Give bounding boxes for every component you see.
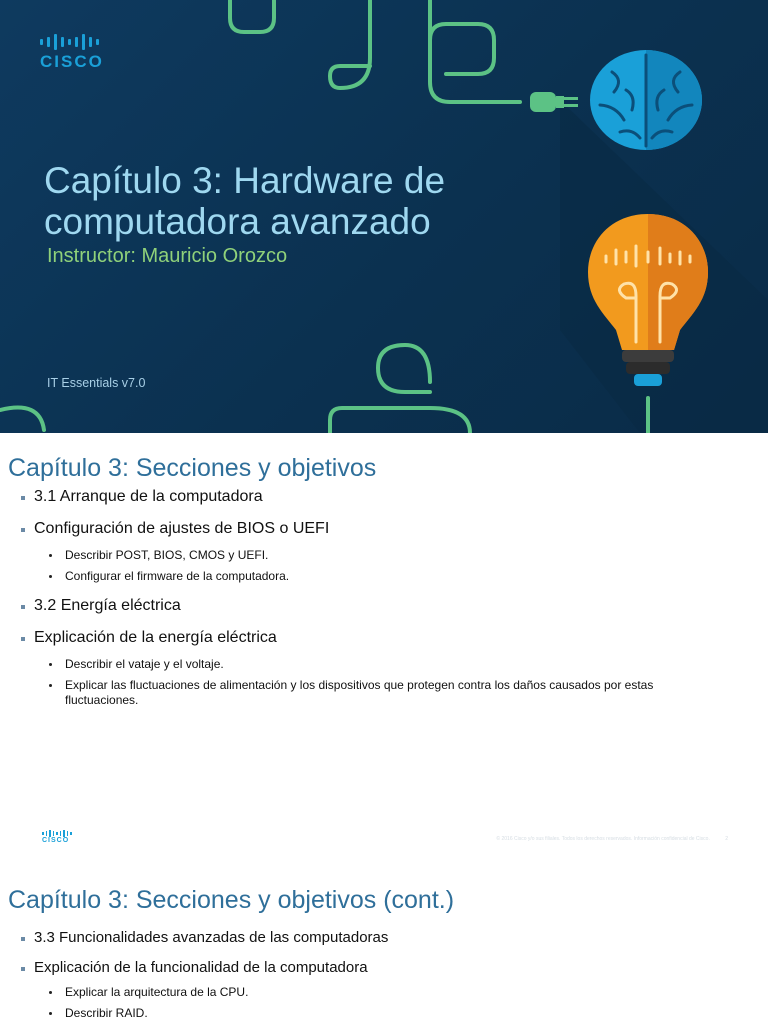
cisco-logo-small [42,830,72,844]
bullet-item: Configuración de ajustes de BIOS o UEFI [20,520,728,538]
cisco-bars-icon [40,34,104,50]
slide-title: Capítulo 3: Secciones y objetivos [8,454,377,482]
course-name: IT Essentials v7.0 [47,376,146,390]
objectives-slide-cont [0,863,768,1024]
page-number: 2 [725,836,728,842]
objectives-slide [0,433,768,863]
bullet-item: Explicación de la funcionalidad de la computadora [20,959,728,976]
sub-bullet-item: Explicar las fluctuaciones de alimentación y los dispositivos que protegen contra los daños causados por estas fluctuaciones. [20,678,728,708]
bullet-item: 3.1 Arranque de la computadora [20,488,728,506]
brain-icon [590,50,702,150]
title-slide [0,0,768,433]
copyright-text: © 2016 Cisco y/o sus filiales. Todos los derechos reservados. Información confidencial de Cisco. [496,836,710,842]
cisco-bars-icon [42,830,72,837]
sub-bullet-item: Describir el vataje y el voltaje. [20,657,728,672]
cisco-logo [40,34,104,72]
slide-title: Capítulo 3: Secciones y objetivos (cont.) [8,886,455,914]
sub-bullet-item: Describir POST, BIOS, CMOS y UEFI. [20,548,728,563]
bullet-list [20,929,728,1021]
sub-bullet-item: Configurar el firmware de la computadora. [20,569,728,584]
bullet-item: Explicación de la energía eléctrica [20,629,728,647]
bullet-item: 3.2 Energía eléctrica [20,597,728,615]
sub-bullet-item: Explicar la arquitectura de la CPU. [20,985,728,1000]
sub-bullet-item: Describir RAID. [20,1006,728,1021]
cisco-logo-text: CISCO [42,837,70,844]
cisco-logo-text: CISCO [40,52,104,71]
copyright-notice [496,836,728,842]
slide-subtitle: Instructor: Mauricio Orozco [47,245,288,267]
bullet-item: 3.3 Funcionalidades avanzadas de las computadoras [20,929,728,946]
bullet-list [20,488,728,708]
slide-title: Capítulo 3: Hardware de computadora avanzado [44,160,446,242]
